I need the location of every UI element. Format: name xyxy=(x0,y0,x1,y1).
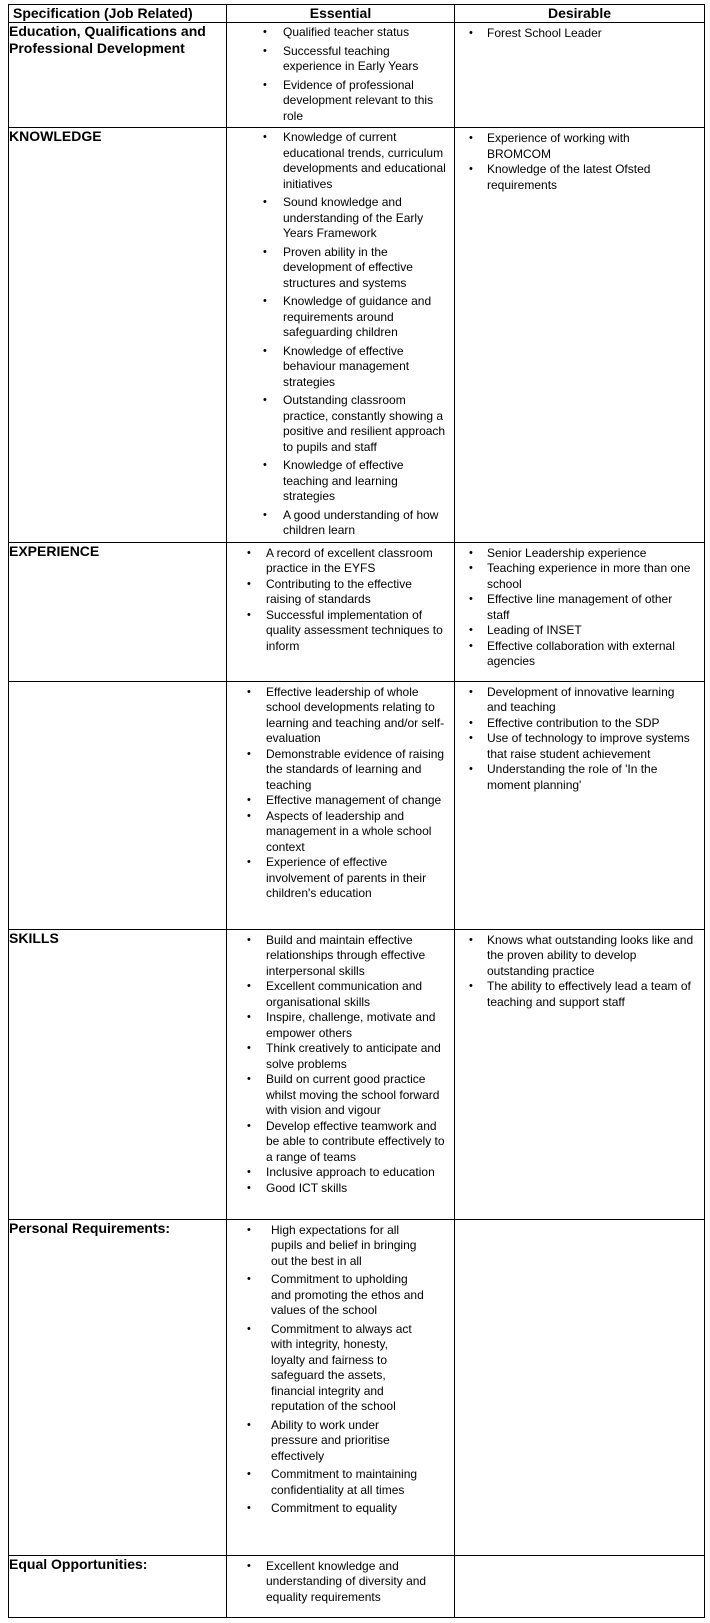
list-item: • Develop effective teamwork and be able to contribute effectively to a range of teams xyxy=(227,1119,454,1166)
desirable-cell xyxy=(455,1219,705,1555)
list-item: • Commitment to maintaining confidentiality at all times xyxy=(227,1467,454,1498)
list-item: • Knowledge of current educational trends, curriculum developments and educational initiatives xyxy=(227,130,454,192)
row-education xyxy=(9,23,705,128)
list-item: • Proven ability in the development of effective structures and systems xyxy=(227,245,454,292)
list-item: • A good understanding of how children learn xyxy=(227,508,454,539)
essential-cell xyxy=(227,1219,455,1555)
list-item: • Build on current good practice whilst moving the school forward with vision and vigour xyxy=(227,1072,454,1119)
essential-list xyxy=(227,930,454,1197)
list-item: • Successful teaching experience in Early Years xyxy=(227,44,454,75)
list-item: • Effective management of change xyxy=(227,793,454,809)
list-item: • Experience of effective involvement of parents in their children's education xyxy=(227,855,454,902)
section-label: Personal Requirements: xyxy=(9,1219,227,1555)
section-label xyxy=(9,681,227,929)
desirable-list xyxy=(455,1220,704,1223)
essential-cell xyxy=(227,681,455,929)
row-equal-opportunities xyxy=(9,1555,705,1617)
header-specification: Specification (Job Related) xyxy=(9,5,227,23)
row-experience xyxy=(9,542,705,681)
list-item: • Evidence of professional development relevant to this role xyxy=(227,78,454,125)
desirable-cell xyxy=(455,1555,705,1617)
list-item: • Successful implementation of quality assessment techniques to inform xyxy=(227,608,454,655)
list-item: • Development of innovative learning and teaching xyxy=(455,685,704,716)
list-item: • Ability to work under pressure and prioritise effectively xyxy=(227,1418,454,1465)
desirable-cell xyxy=(455,542,705,681)
list-item: • Effective line management of other staff xyxy=(455,592,704,623)
list-item: • Build and maintain effective relationships through effective interpersonal skills xyxy=(227,933,454,980)
list-item: • Commitment to equality xyxy=(227,1501,454,1517)
list-item: • Knowledge of effective teaching and learning strategies xyxy=(227,458,454,505)
list-item: • High expectations for all pupils and belief in bringing out the best in all xyxy=(227,1223,454,1270)
essential-list xyxy=(227,1220,454,1517)
desirable-list xyxy=(455,23,704,42)
row-skills xyxy=(9,929,705,1219)
desirable-cell xyxy=(455,23,705,128)
list-item: • Demonstrable evidence of raising the standards of learning and teaching xyxy=(227,747,454,794)
list-item: • The ability to effectively lead a team of teaching and support staff xyxy=(455,979,704,1010)
list-item: • Use of technology to improve systems that raise student achievement xyxy=(455,731,704,762)
list-item: • Effective contribution to the SDP xyxy=(455,716,704,732)
essential-list xyxy=(227,682,454,902)
person-specification-table xyxy=(8,4,705,1618)
list-item: • Commitment to upholding and promoting the ethos and values of the school xyxy=(227,1272,454,1319)
list-item: • Commitment to always act with integrity, honesty, loyalty and fairness to safeguard the assets, financial integrity and reputation of the school xyxy=(227,1322,454,1415)
section-label: KNOWLEDGE xyxy=(9,128,227,543)
essential-cell xyxy=(227,128,455,543)
desirable-list xyxy=(455,1556,704,1559)
list-item: • Inspire, challenge, motivate and empower others xyxy=(227,1010,454,1041)
list-item: • Knowledge of effective behaviour management strategies xyxy=(227,344,454,391)
section-label: Equal Opportunities: xyxy=(9,1555,227,1617)
section-label: EXPERIENCE xyxy=(9,542,227,681)
desirable-list xyxy=(455,128,704,193)
list-item: • Outstanding classroom practice, constantly showing a positive and resilient approach to pupils and staff xyxy=(227,393,454,455)
list-item: • Leading of INSET xyxy=(455,623,704,639)
desirable-cell xyxy=(455,128,705,543)
desirable-list xyxy=(455,930,704,1011)
header-desirable: Desirable xyxy=(455,5,705,23)
list-item: • Think creatively to anticipate and solve problems xyxy=(227,1041,454,1072)
desirable-cell xyxy=(455,929,705,1219)
desirable-cell xyxy=(455,681,705,929)
row-personal-requirements xyxy=(9,1219,705,1555)
section-label: Education, Qualifications and Professional Development xyxy=(9,23,227,128)
list-item: • Effective leadership of whole school developments relating to learning and teaching and/or self-evaluation xyxy=(227,685,454,747)
list-item: • Knowledge of guidance and requirements around safeguarding children xyxy=(227,294,454,341)
list-item: • Contributing to the effective raising of standards xyxy=(227,577,454,608)
list-item: • A record of excellent classroom practice in the EYFS xyxy=(227,546,454,577)
list-item: • Knows what outstanding looks like and the proven ability to develop outstanding practice xyxy=(455,933,704,980)
essential-list xyxy=(227,1556,454,1606)
essential-cell xyxy=(227,1555,455,1617)
essential-cell xyxy=(227,929,455,1219)
essential-cell xyxy=(227,23,455,128)
list-item: • Inclusive approach to education xyxy=(227,1165,454,1181)
list-item: • Knowledge of the latest Ofsted requirements xyxy=(455,162,704,193)
essential-list xyxy=(227,23,454,124)
list-item: • Good ICT skills xyxy=(227,1181,454,1197)
essential-list xyxy=(227,543,454,655)
list-item: • Excellent knowledge and understanding of diversity and equality requirements xyxy=(227,1559,454,1606)
header-essential: Essential xyxy=(227,5,455,23)
row-experience-continued xyxy=(9,681,705,929)
list-item: • Qualified teacher status xyxy=(227,25,454,41)
list-item: • Forest School Leader xyxy=(455,26,704,42)
essential-list xyxy=(227,128,454,539)
list-item: • Effective collaboration with external agencies xyxy=(455,639,704,670)
list-item: • Senior Leadership experience xyxy=(455,546,704,562)
list-item: • Understanding the role of 'In the moment planning' xyxy=(455,762,704,793)
desirable-list xyxy=(455,682,704,794)
section-label: SKILLS xyxy=(9,929,227,1219)
list-item: • Excellent communication and organisational skills xyxy=(227,979,454,1010)
essential-cell xyxy=(227,542,455,681)
header-row xyxy=(9,5,705,23)
list-item: • Sound knowledge and understanding of the Early Years Framework xyxy=(227,195,454,242)
row-knowledge xyxy=(9,128,705,543)
list-item: • Experience of working with BROMCOM xyxy=(455,131,704,162)
list-item: • Teaching experience in more than one school xyxy=(455,561,704,592)
list-item: • Aspects of leadership and management in a whole school context xyxy=(227,809,454,856)
desirable-list xyxy=(455,543,704,670)
